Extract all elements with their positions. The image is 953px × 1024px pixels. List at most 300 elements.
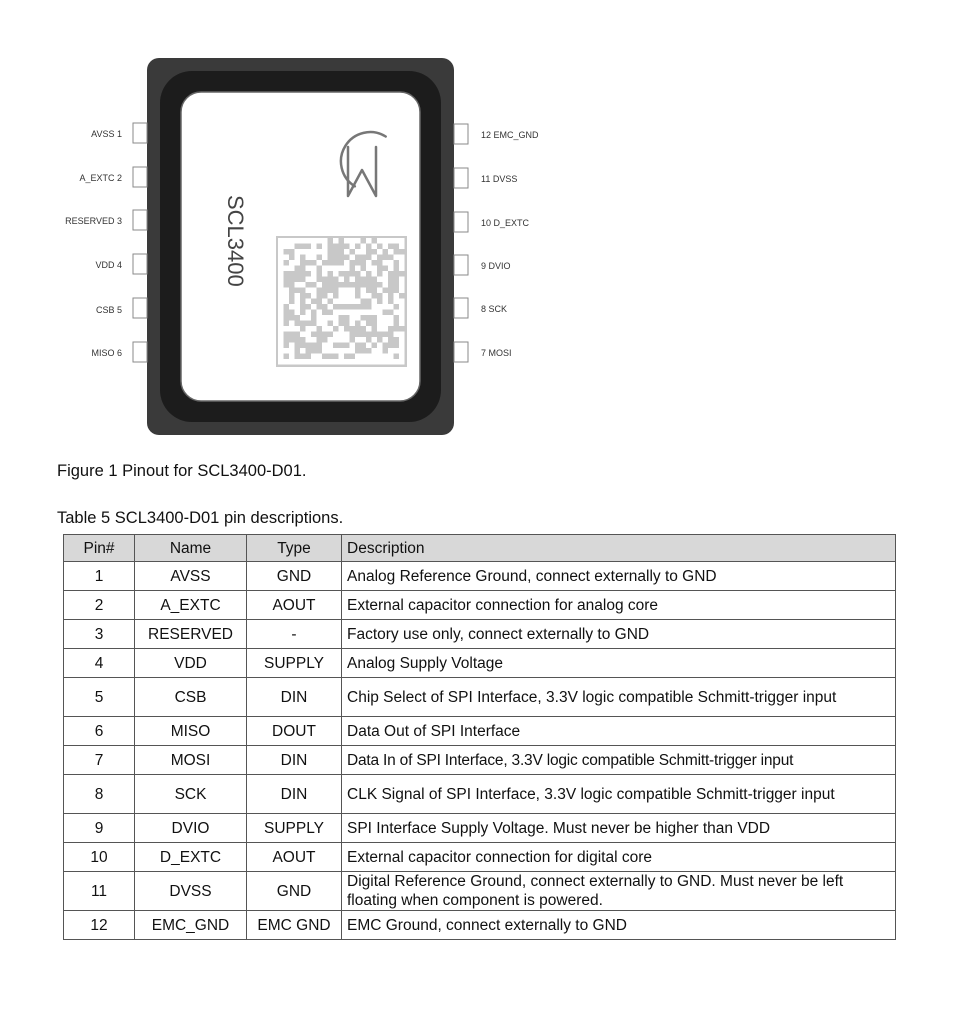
datamatrix-module [383,337,389,343]
datamatrix-module [399,266,405,272]
cell-pin: 7 [64,746,135,775]
datamatrix-module [388,249,394,255]
datamatrix-module [361,310,367,316]
datamatrix-module [306,332,312,338]
datamatrix-module [322,271,328,277]
datamatrix-module [306,337,312,343]
datamatrix-module [399,288,405,294]
datamatrix-module [284,359,290,365]
datamatrix-module [344,260,350,266]
cell-name: SCK [135,775,247,814]
datamatrix-module [344,293,350,299]
datamatrix-module [322,348,328,354]
datamatrix-module [311,354,317,360]
datamatrix-module [284,238,290,244]
datamatrix-module [366,266,372,272]
cell-name: MISO [135,717,247,746]
datamatrix-module [333,337,339,343]
datamatrix-module [284,326,290,332]
datamatrix-module [366,326,372,332]
datamatrix-module [339,299,345,305]
cell-description: Digital Reference Ground, connect externally to GND. Must never be left floating when component is powered. [342,872,896,911]
datamatrix-module [361,293,367,299]
datamatrix-module [350,238,356,244]
datamatrix-module [366,354,372,360]
datamatrix-module [278,359,284,365]
datamatrix-module [328,326,334,332]
right-pin-pads [454,124,468,362]
datamatrix-module [278,249,284,255]
datamatrix-module [361,337,367,343]
datamatrix-module [377,321,383,327]
datamatrix-module [344,310,350,316]
datamatrix-module [372,359,378,365]
datamatrix-module [278,354,284,360]
datamatrix-module [278,282,284,288]
datamatrix-module [339,332,345,338]
pin-label-left: AVSS 1 [91,129,122,139]
datamatrix-module [333,332,339,338]
datamatrix-module [377,326,383,332]
datamatrix-module [350,299,356,305]
cell-name: D_EXTC [135,843,247,872]
cell-description: Analog Reference Ground, connect externally to GND [342,562,896,591]
datamatrix-module [322,326,328,332]
datamatrix-module [322,244,328,250]
left-pin-pads [133,123,147,362]
cell-type: SUPPLY [247,814,342,843]
datamatrix-module [383,304,389,310]
datamatrix-module [361,288,367,294]
table-row [64,562,896,591]
datamatrix-module [372,337,378,343]
datamatrix-module [317,321,323,327]
datamatrix-module [333,238,339,244]
datamatrix-module [289,348,295,354]
datamatrix-module [311,326,317,332]
datamatrix-module [372,266,378,272]
cell-pin: 9 [64,814,135,843]
datamatrix-module [383,244,389,250]
datamatrix-module [289,304,295,310]
datamatrix-module [388,315,394,321]
datamatrix-module [317,260,323,266]
datamatrix-module [284,299,290,305]
datamatrix-module [361,359,367,365]
cell-type: DOUT [247,717,342,746]
datamatrix-module [388,238,394,244]
datamatrix-module [306,310,312,316]
pin-label-left: CSB 5 [95,305,122,315]
datamatrix-module [399,354,405,360]
datamatrix-module [366,260,372,266]
datamatrix-module [344,249,350,255]
datamatrix-module [289,343,295,349]
datamatrix-module [278,299,284,305]
datamatrix-module [300,348,306,354]
datamatrix-module [311,266,317,272]
cell-description: CLK Signal of SPI Interface, 3.3V logic compatible Schmitt-trigger input [342,775,896,814]
datamatrix-module [278,321,284,327]
table-row [64,678,896,717]
datamatrix-module [289,326,295,332]
datamatrix-module [300,315,306,321]
datamatrix-module [278,348,284,354]
table-row [64,591,896,620]
datamatrix-module [278,266,284,272]
datamatrix-module [317,238,323,244]
datamatrix-module [306,238,312,244]
datamatrix-module [311,277,317,283]
datamatrix-module [355,266,361,272]
datamatrix-module [328,266,334,272]
datamatrix-module [350,255,356,261]
datamatrix-module [311,244,317,250]
datamatrix-module [300,359,306,365]
cell-type: GND [247,562,342,591]
datamatrix-module [317,359,323,365]
datamatrix-module [366,359,372,365]
cell-type: EMC GND [247,911,342,940]
datamatrix-module [278,332,284,338]
datamatrix-module [383,354,389,360]
datamatrix-module [284,266,290,272]
cell-type: DIN [247,775,342,814]
datamatrix-module [306,299,312,305]
datamatrix-module [377,348,383,354]
datamatrix-module [306,288,312,294]
datamatrix-module [344,238,350,244]
datamatrix-module [306,266,312,272]
datamatrix-module [295,260,301,266]
header-name: Name [135,535,247,562]
datamatrix-module [350,348,356,354]
datamatrix-module [339,266,345,272]
table-row [64,717,896,746]
datamatrix-module [388,321,394,327]
datamatrix-module [333,348,339,354]
cell-type: - [247,620,342,649]
datamatrix-module [322,343,328,349]
datamatrix-module [295,359,301,365]
datamatrix-module [300,249,306,255]
datamatrix-module [289,260,295,266]
datamatrix-module [289,266,295,272]
pinout-figure [0,0,953,450]
datamatrix-module [322,255,328,261]
datamatrix-module [344,299,350,305]
datamatrix-module [333,299,339,305]
datamatrix-module [333,271,339,277]
datamatrix-module [317,282,323,288]
table-row [64,649,896,678]
table-caption: Table 5 SCL3400-D01 pin descriptions. [57,509,344,527]
datamatrix-module [344,359,350,365]
datamatrix-module [278,343,284,349]
datamatrix-module [355,238,361,244]
cell-description: Data Out of SPI Interface [342,717,896,746]
cell-type: AOUT [247,591,342,620]
datamatrix-module [394,293,400,299]
datamatrix-module [350,244,356,250]
datamatrix-module [344,288,350,294]
datamatrix-module [311,249,317,255]
datamatrix-module [322,299,328,305]
datamatrix-module [344,348,350,354]
datamatrix-module [399,299,405,305]
datamatrix-module [350,315,356,321]
datamatrix-module [295,293,301,299]
datamatrix-module [350,288,356,294]
cell-pin: 1 [64,562,135,591]
datamatrix-module [383,299,389,305]
datamatrix-module [284,244,290,250]
datamatrix-module [317,315,323,321]
datamatrix-module [394,238,400,244]
datamatrix-module [333,310,339,316]
cell-description: Chip Select of SPI Interface, 3.3V logic compatible Schmitt-trigger input [342,678,896,717]
table-row [64,746,896,775]
datamatrix-module [339,288,345,294]
datamatrix-module [328,359,334,365]
datamatrix-module [344,266,350,272]
table-row [64,843,896,872]
datamatrix-module [361,321,367,327]
datamatrix-module [278,310,284,316]
datamatrix-module [306,315,312,321]
datamatrix-module [289,244,295,250]
datamatrix-module [300,282,306,288]
cell-pin: 4 [64,649,135,678]
datamatrix-module [322,238,328,244]
datamatrix-module [399,238,405,244]
datamatrix-module [306,326,312,332]
table-row [64,620,896,649]
cell-description: Data In of SPI Interface, 3.3V logic compatible Schmitt-trigger input [342,746,896,775]
datamatrix-module [322,315,328,321]
cell-type: SUPPLY [247,649,342,678]
datamatrix-module [339,310,345,316]
datamatrix-module [350,293,356,299]
datamatrix-module [361,271,367,277]
pin-label-left: RESERVED 3 [65,216,122,226]
cell-name: AVSS [135,562,247,591]
datamatrix-module [344,337,350,343]
datamatrix-module [388,359,394,365]
pin-label-right: 7 MOSI [481,348,512,358]
datamatrix-module [295,238,301,244]
datamatrix-module [333,359,339,365]
datamatrix-module [295,249,301,255]
datamatrix-module [388,260,394,266]
pin-label-left: A_EXTC 2 [79,173,122,183]
cell-pin: 11 [64,872,135,911]
cell-name: CSB [135,678,247,717]
header-type: Type [247,535,342,562]
cell-description: Factory use only, connect externally to GND [342,620,896,649]
datamatrix-module [355,310,361,316]
cell-name: DVIO [135,814,247,843]
figure-caption: Figure 1 Pinout for SCL3400-D01. [57,462,307,480]
cell-pin: 8 [64,775,135,814]
datamatrix-module [361,249,367,255]
datamatrix-module [377,238,383,244]
datamatrix-module [284,348,290,354]
datamatrix-module [333,315,339,321]
datamatrix-module [372,304,378,310]
datamatrix-module [322,321,328,327]
datamatrix-module [377,288,383,294]
datamatrix-module [328,304,334,310]
table-header-row [64,535,896,562]
datamatrix-module [366,293,372,299]
datamatrix-module [311,293,317,299]
cell-description: EMC Ground, connect externally to GND [342,911,896,940]
datamatrix-module [383,238,389,244]
pin-label-right: 12 EMC_GND [481,130,539,140]
datamatrix-module [399,332,405,338]
datamatrix-module [366,238,372,244]
datamatrix-module [300,238,306,244]
datamatrix-module [278,255,284,261]
datamatrix-module [372,299,378,305]
datamatrix-module [383,260,389,266]
datamatrix-module [355,299,361,305]
datamatrix-module [372,348,378,354]
cell-description: External capacitor connection for analog core [342,591,896,620]
datamatrix-module [388,304,394,310]
datamatrix-module [311,238,317,244]
datamatrix-module [284,293,290,299]
table-row [64,775,896,814]
datamatrix-module [377,343,383,349]
datamatrix-module [278,238,284,244]
datamatrix-module [278,277,284,283]
datamatrix-module [350,277,356,283]
cell-pin: 10 [64,843,135,872]
datamatrix-module [322,266,328,272]
datamatrix-module [399,255,405,261]
datamatrix-module [372,271,378,277]
datamatrix-module [399,244,405,250]
datamatrix-module [344,332,350,338]
datamatrix-module [311,255,317,261]
datamatrix-module [328,293,334,299]
datamatrix-module [289,238,295,244]
cell-pin: 5 [64,678,135,717]
table-row [64,911,896,940]
cell-type: AOUT [247,843,342,872]
datamatrix-module [328,348,334,354]
datamatrix-module [366,310,372,316]
datamatrix-module [399,359,405,365]
datamatrix-module [383,271,389,277]
datamatrix-module [377,354,383,360]
datamatrix-module [295,282,301,288]
datamatrix-module [322,249,328,255]
pin-description-table [63,534,896,940]
datamatrix-module [350,310,356,316]
cell-name: A_EXTC [135,591,247,620]
datamatrix-module [399,321,405,327]
datamatrix-module [355,359,361,365]
datamatrix-module [361,354,367,360]
datamatrix-module [388,266,394,272]
datamatrix-module [383,282,389,288]
datamatrix-module [399,282,405,288]
datamatrix-module [339,326,345,332]
datamatrix-module [311,359,317,365]
datamatrix-module [372,310,378,316]
datamatrix-module [355,354,361,360]
datamatrix-module [377,249,383,255]
cell-name: EMC_GND [135,911,247,940]
datamatrix-module [394,255,400,261]
datamatrix-module [350,343,356,349]
header-description: Description [342,535,896,562]
cell-type: DIN [247,678,342,717]
datamatrix-module [295,326,301,332]
datamatrix-module [278,315,284,321]
datamatrix-module [289,321,295,327]
datamatrix-module [372,354,378,360]
datamatrix-module [394,332,400,338]
datamatrix-module [377,304,383,310]
datamatrix-module [372,255,378,261]
datamatrix-module [295,299,301,305]
cell-description: SPI Interface Supply Voltage. Must never be higher than VDD [342,814,896,843]
cell-pin: 3 [64,620,135,649]
datamatrix-module [339,277,345,283]
header-pin: Pin# [64,535,135,562]
datamatrix-module [377,277,383,283]
datamatrix-module [339,354,345,360]
cell-description: External capacitor connection for digital core [342,843,896,872]
pin-label-right: 9 DVIO [481,261,511,271]
cell-description: Analog Supply Voltage [342,649,896,678]
cell-name: MOSI [135,746,247,775]
datamatrix-module [311,337,317,343]
datamatrix-module [399,304,405,310]
datamatrix-module [350,359,356,365]
datamatrix-module [339,348,345,354]
datamatrix-module [278,337,284,343]
pin-label-left: MISO 6 [91,348,122,358]
datamatrix-module [328,337,334,343]
datamatrix-module [394,359,400,365]
datamatrix-module [361,244,367,250]
datamatrix-module [339,337,345,343]
datamatrix-module [306,255,312,261]
datamatrix-module [278,271,284,277]
cell-type: DIN [247,746,342,775]
datamatrix-module [355,315,361,321]
datamatrix-module [317,354,323,360]
pin-label-right: 10 D_EXTC [481,218,530,228]
datamatrix-module [295,310,301,316]
table-row [64,872,896,911]
datamatrix-module [383,293,389,299]
datamatrix-module [399,260,405,266]
datamatrix-module [399,315,405,321]
datamatrix-code [276,236,407,367]
datamatrix-module [383,321,389,327]
datamatrix-module [328,343,334,349]
cell-type: GND [247,872,342,911]
datamatrix-module [278,288,284,294]
datamatrix-module [300,332,306,338]
datamatrix-module [339,359,345,365]
